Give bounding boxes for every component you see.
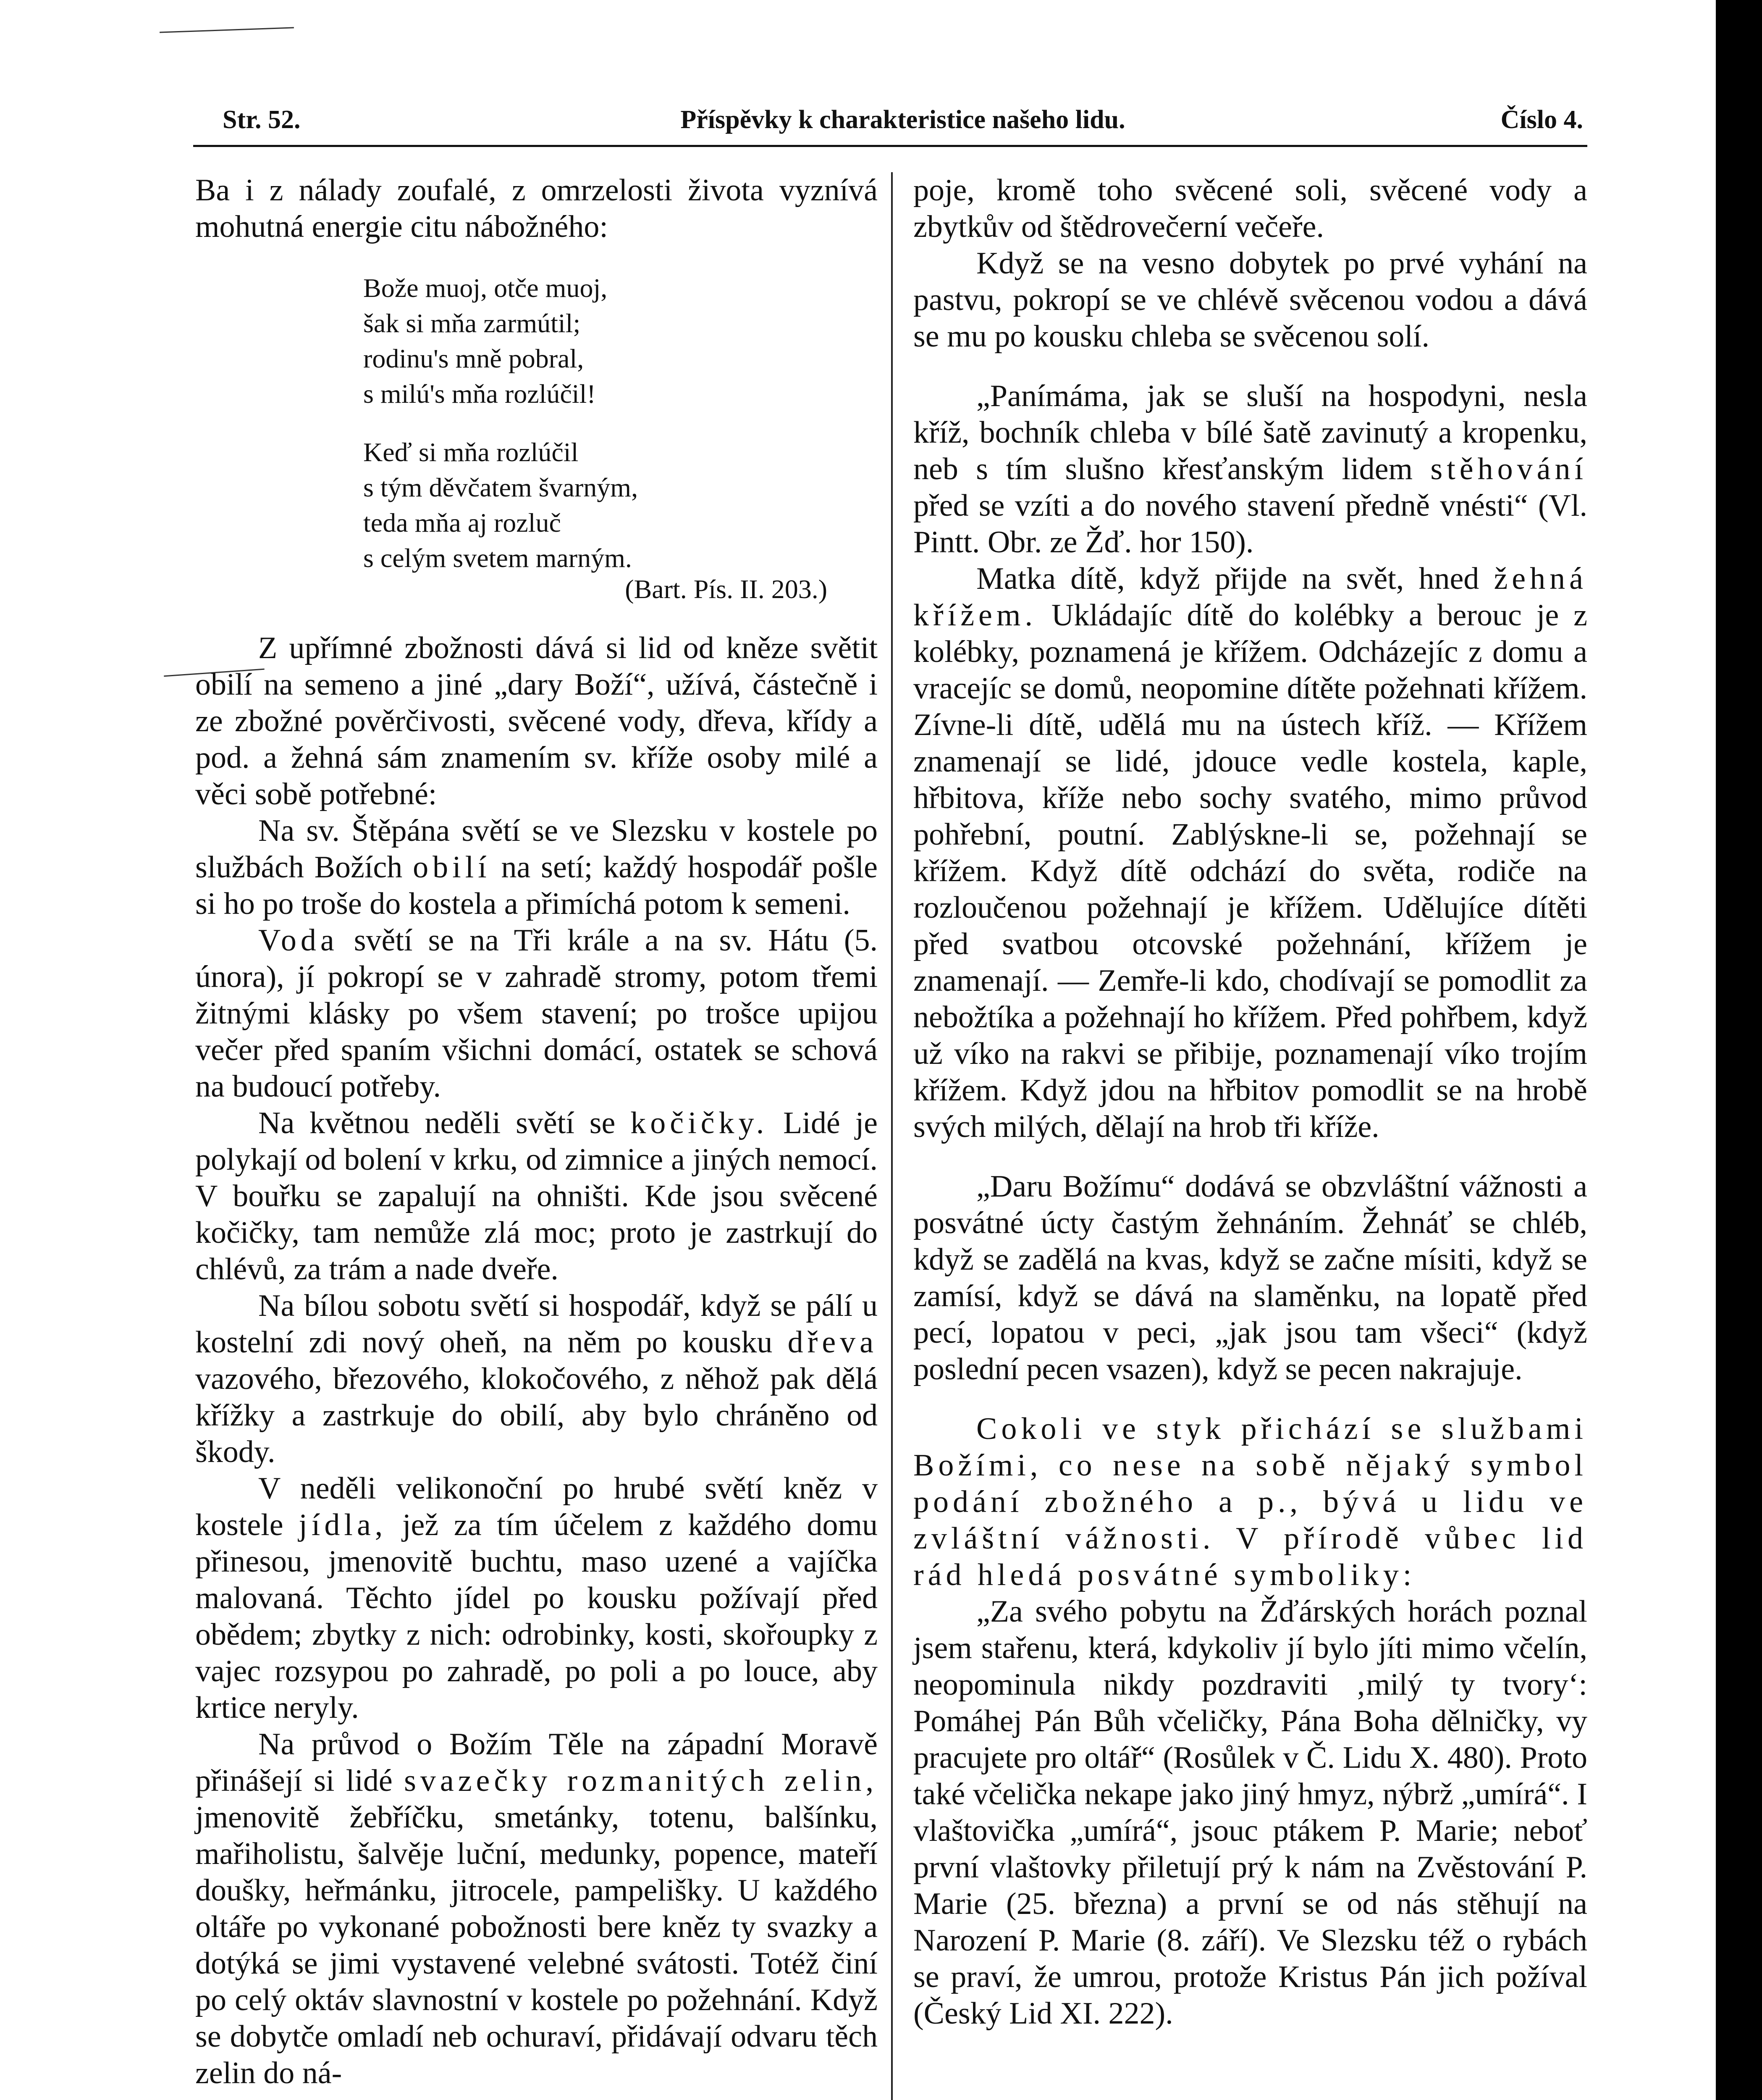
text-run: na setí; každý hospodář pošle si ho po troše do kostela a přimíchá potom k semeni. (195, 850, 878, 921)
paragraph (913, 378, 1587, 561)
spaced-term: dřeva (787, 1325, 878, 1360)
poem-line: Bože muoj, otče muoj, (363, 273, 608, 303)
poem-line: Keď si mňa rozlúčil (363, 437, 579, 467)
text-run: Ukládajíc dítě do kolébky a berouc je z kolébky, poznamená je křížem. Odcházejíc z domu a vracejíc se domů, neopomine dítěte požehnati křížem. Zívne-li dítě, udělá mu na ústech kříž. — Křížem znamenají se lidé, jdouce vedle kostela, kaple, hřbitova, kříže nebo sochy svatého, mimo průvod pohřební, poutní. Zablýskne-li se, požehnají se křížem. Když dítě odchází do světa, rodiče na rozloučenou požehnají je křížem. Udělujíce dítěti před svatbou otcovské požehnání, křížem je znamenají. — Zemře-li kdo, chodívají se pomodlit za nebožtíka a požehnají ho křížem. Před pohřbem, když už víko na rakvi se přibije, poznamenají víko trojím křížem. Když jdou na hřbitov pomodlit se na hrobě svých milých, dělají na hrob tři kříže. (913, 598, 1587, 1144)
poem-source: (Bart. Pís. II. 203.) (625, 574, 827, 604)
poem-line: šak si mňa zarmútil; (363, 308, 581, 338)
left-column (195, 172, 878, 2092)
spaced-term: Voda (258, 923, 338, 958)
text-run: světí se na Tři krále a na sv. Hátu (5. února), jí pokropí se v zahradě stromy, potom třemi žitnými klásky po všem stavení; po trošce upijou večer před spaním všichni domácí, ostatek se schová na budoucí potřeby. (195, 923, 878, 1104)
text-run: jmenovitě žebříčku, smetánky, totenu, balšínku, mařiholistu, šalvěje luční, medunky, popence, mateří doušky, heřmánku, jitrocele, pampelišky. U každého oltáře po vykonané pobožnosti bere kněz ty svazky a dotýká se jimi vystavené velebné svátosti. Totéž činí po celý oktáv slavnostní v kostele po požehnání. Když se dobytče omladí neb ochuraví, přidávají odvaru těch zelin do ná- (195, 1800, 878, 2090)
spaced-term: svazečky rozmanitých zelin, (404, 1764, 878, 1798)
paragraph: poje, kromě toho svěcené soli, svěcené vody a zbytkův od štědrovečerní večeře. (913, 173, 1587, 244)
column-divider (891, 172, 893, 2100)
spaced-term: stěhování (1430, 452, 1588, 486)
text-run: Lidé je polykají od bolení v krku, od zimnice a jiných nemocí. V bouřku se zapalují na ohništi. Kde jsou svěcené kočičky, tam nemůže zlá moc; proto je zastrkují do chlévů, za trám a nade dveře. (195, 1106, 878, 1286)
spaced-term: žehná křížem. (913, 562, 1587, 633)
text-run: V neděli velikonoční po hrubé světí kněz v kostele (195, 1471, 878, 1542)
header-rule (193, 145, 1587, 147)
paragraph: Cokoli ve styk přichází se službami Božími, co nese na sobě nějaký symbol podání zbožného a p., bývá u lidu ve zvláštní vážnosti. V přírodě vůbec lid rád hledá posvátné symboliky: (913, 1412, 1587, 1592)
text-run: Na průvod o Božím Těle na západní Moravě přinášejí si lidé (195, 1727, 878, 1798)
paragraph: „Daru Božímu“ dodává se obzvláštní vážnosti a posvátné úcty častým žehnáním. Žehnáť se chléb, když se zadělá na kvas, když se začne mísiti, když se zamísí, když se dává na slaměnku, na lopatě před pecí, lopatou v peci, „jak jsou tam všeci“ (když poslední pecen vsazen), když se pecen nakrajuje. (913, 1169, 1587, 1386)
spaced-term: obilí (413, 850, 491, 885)
poem (363, 270, 878, 607)
paragraph: Ba i z nálady zoufalé, z omrzelosti života vyznívá mohutná energie citu nábožného: (195, 173, 878, 244)
text-run: „Panímáma, jak se sluší na hospodyni, nesla kříž, bochník chleba v bílé šatě zavinutý a kropenku, neb s tím slušno křesťanským lidem (913, 379, 1587, 486)
page-title: Příspěvky k charakteristice našeho lidu. (680, 105, 1125, 134)
paragraph (913, 561, 1587, 1145)
paragraph: Když se na vesno dobytek po prvé vyhání na pastvu, pokropí se ve chlévě svěcenou vodou a dává se mu po kousku chleba se svěcenou solí. (913, 246, 1587, 354)
paragraph (195, 1288, 878, 1470)
paragraph: „Za svého pobytu na Žďárských horách poznal jsem stařenu, která, kdykoliv jí bylo jíti mimo včelín, neopominula nikdy pozdraviti ‚milý ty tvory‘: Pomáhej Pán Bůh včeličky, Pána Boha dělničky, vy pracujete pro oltář“ (Rosůlek v Č. Lidu X. 480). Proto také včelička nekape jako jiný hmyz, nýbrž „umírá“. I vlaštovička „umírá“, jsouc ptákem P. Marie; neboť první vlaštovky přiletují prý k nám na Zvěstování P. Marie (25. března) a první se od nás stěhují na Narození P. Marie (8. září). Ve Slezsku též o rybách se praví, že umrou, protože Kristus Pán jich požíval (Český Lid XI. 222). (913, 1594, 1587, 2031)
scan-border-right (1716, 0, 1762, 2100)
text-run: Na sv. Štěpána světí se ve Slezsku v kostele po službách Božích (195, 814, 878, 885)
text-run: Na květnou neděli světí se (258, 1106, 616, 1140)
text-run: jež za tím účelem z každého domu přinesou, jmenovitě buchtu, maso uzené a vajíčka malovaná. Těchto jídel po kousku požívají před obědem; zbytky z nich: odrobinky, kosti, skořoupky z vajec rozsypou po zahradě, po poli a po louce, aby krtice neryly. (195, 1508, 878, 1725)
paragraph (195, 1726, 878, 2092)
poem-stanza (363, 270, 878, 412)
poem-line: teda mňa aj rozluč (363, 508, 561, 538)
text-run: Matka dítě, když přijde na svět, hned (976, 562, 1479, 596)
poem-line: s milú's mňa rozlúčil! (363, 379, 596, 409)
issue-number: Číslo 4. (1500, 105, 1583, 134)
scan-artifact (160, 27, 294, 33)
running-header (223, 97, 1583, 143)
text-run: vazového, březového, klokočového, z něhož pak dělá křížky a zastrkuje do obilí, aby bylo chráněno od škody. (195, 1362, 878, 1469)
text-run: Na bílou sobotu světí si hospodář, když se pálí u kostelní zdi nový oheň, na něm po kousku (195, 1289, 878, 1360)
paragraph (195, 1105, 878, 1288)
spaced-term: jídla, (299, 1508, 387, 1542)
poem-line: rodinu's mně pobral, (363, 344, 584, 373)
poem-line: s tým děvčatem švarným, (363, 472, 638, 502)
paragraph: Z upřímné zbožnosti dává si lid od kněze světit obilí na semeno a jiné „dary Boží“, užívá, částečně i ze zbožné pověrčivosti, svěcené vody, dřeva, křídy a pod. a žehná sám znamením sv. kříže osoby milé a věci sobě potřebné: (195, 631, 878, 811)
page-number: Str. 52. (223, 105, 301, 134)
spaced-term: kočičky. (630, 1106, 768, 1140)
text-run: před se vzíti a do nového stavení předně vnésti“ (Vl. Pintt. Obr. ze Žď. hor 150). (913, 488, 1587, 559)
poem-line: s celým svetem marným. (363, 543, 632, 573)
paragraph (195, 922, 878, 1105)
right-column (913, 172, 1587, 2032)
paragraph (195, 813, 878, 922)
poem-stanza (363, 435, 878, 607)
paragraph (195, 1470, 878, 1726)
